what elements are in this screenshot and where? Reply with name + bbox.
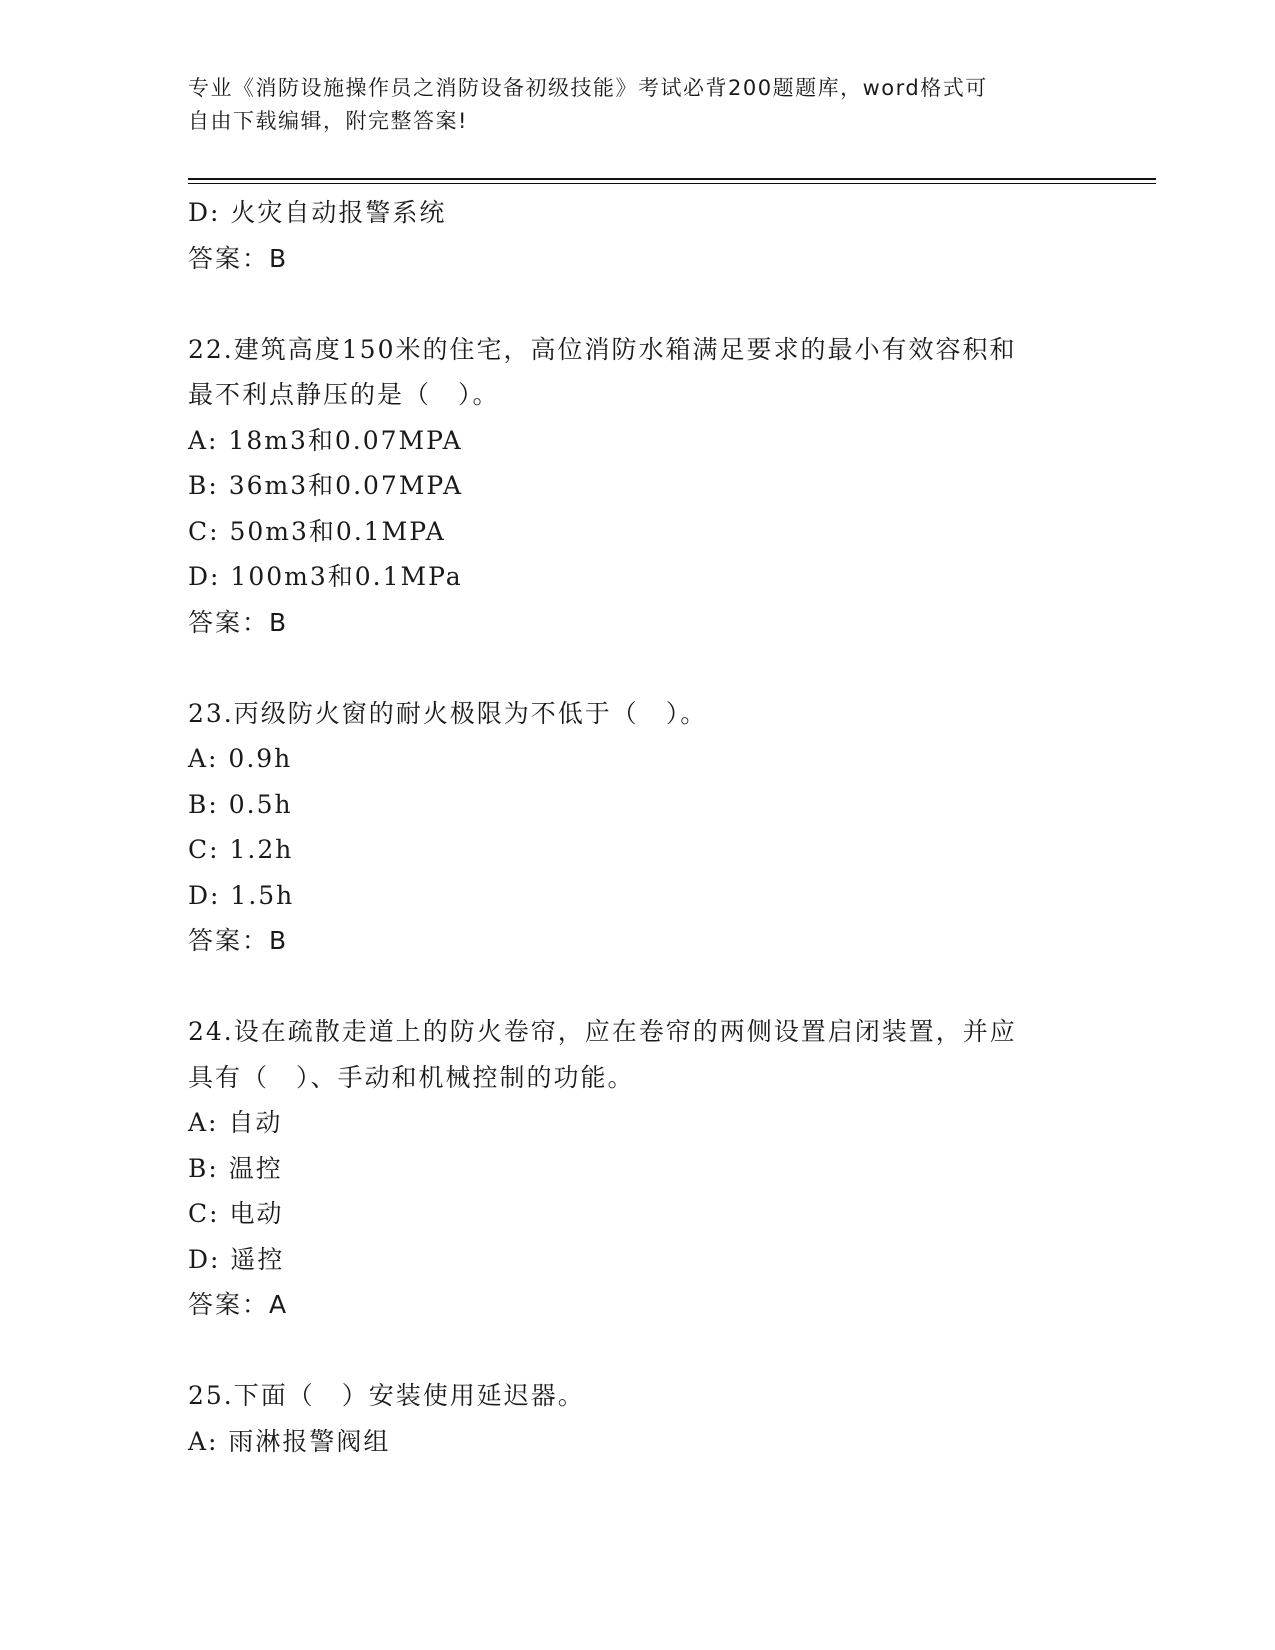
option-c: C: 1.2h bbox=[188, 835, 294, 864]
question-25 bbox=[188, 1373, 1088, 1464]
question-stem: 22.建筑高度150米的住宅，高位消防水箱满足要求的最小有效容积和 bbox=[188, 334, 1017, 364]
question-stem: 23.丙级防火窗的耐火极限为不低于（ ）。 bbox=[188, 698, 708, 728]
header-line-2: 自由下载编辑，附完整答案! bbox=[188, 109, 468, 133]
question-22 bbox=[188, 327, 1088, 646]
spacer bbox=[188, 964, 1088, 1010]
spacer bbox=[188, 1328, 1088, 1374]
option-c: C: 电动 bbox=[188, 1199, 284, 1228]
option-a: A: 0.9h bbox=[188, 744, 293, 773]
option-d: D: 遥控 bbox=[188, 1244, 285, 1274]
header-divider-thin bbox=[188, 183, 1156, 184]
answer-line: 答案：B bbox=[188, 926, 289, 955]
spacer bbox=[188, 645, 1088, 691]
header-divider-thick bbox=[188, 178, 1156, 180]
option-a: A: 自动 bbox=[188, 1108, 283, 1137]
question-stem: 24.设在疏散走道上的防火卷帘，应在卷帘的两侧设置启闭装置，并应 bbox=[188, 1017, 1017, 1046]
option-b: B: 36m3和0.07MPA bbox=[188, 471, 464, 500]
option-c: C: 50m3和0.1MPA bbox=[188, 516, 446, 546]
question-stem-cont: 最不利点静压的是（ ）。 bbox=[188, 380, 500, 409]
question-list bbox=[188, 190, 1088, 1464]
question-23 bbox=[188, 691, 1088, 964]
answer-line: 答案：A bbox=[188, 1290, 289, 1319]
question-stem: 25.下面（ ）安装使用延迟器。 bbox=[188, 1381, 585, 1410]
header-line-1: 专业《消防设施操作员之消防设备初级技能》考试必背200题题库，word格式可 bbox=[188, 76, 988, 100]
option-d: D: 100m3和0.1MPa bbox=[188, 562, 463, 591]
option-d: D: 火灾自动报警系统 bbox=[188, 198, 447, 227]
question-24 bbox=[188, 1009, 1088, 1328]
answer-line: 答案：B bbox=[188, 607, 289, 637]
option-b: B: 温控 bbox=[188, 1153, 283, 1183]
option-a: A: 雨淋报警阀组 bbox=[188, 1426, 391, 1456]
spacer bbox=[188, 281, 1088, 327]
document-header bbox=[188, 72, 1068, 138]
question-stem-cont: 具有（ ）、手动和机械控制的功能。 bbox=[188, 1062, 635, 1092]
option-a: A: 18m3和0.07MPA bbox=[188, 425, 463, 455]
option-b: B: 0.5h bbox=[188, 789, 293, 819]
answer-line: 答案：B bbox=[188, 243, 289, 273]
option-d: D: 1.5h bbox=[188, 880, 295, 910]
